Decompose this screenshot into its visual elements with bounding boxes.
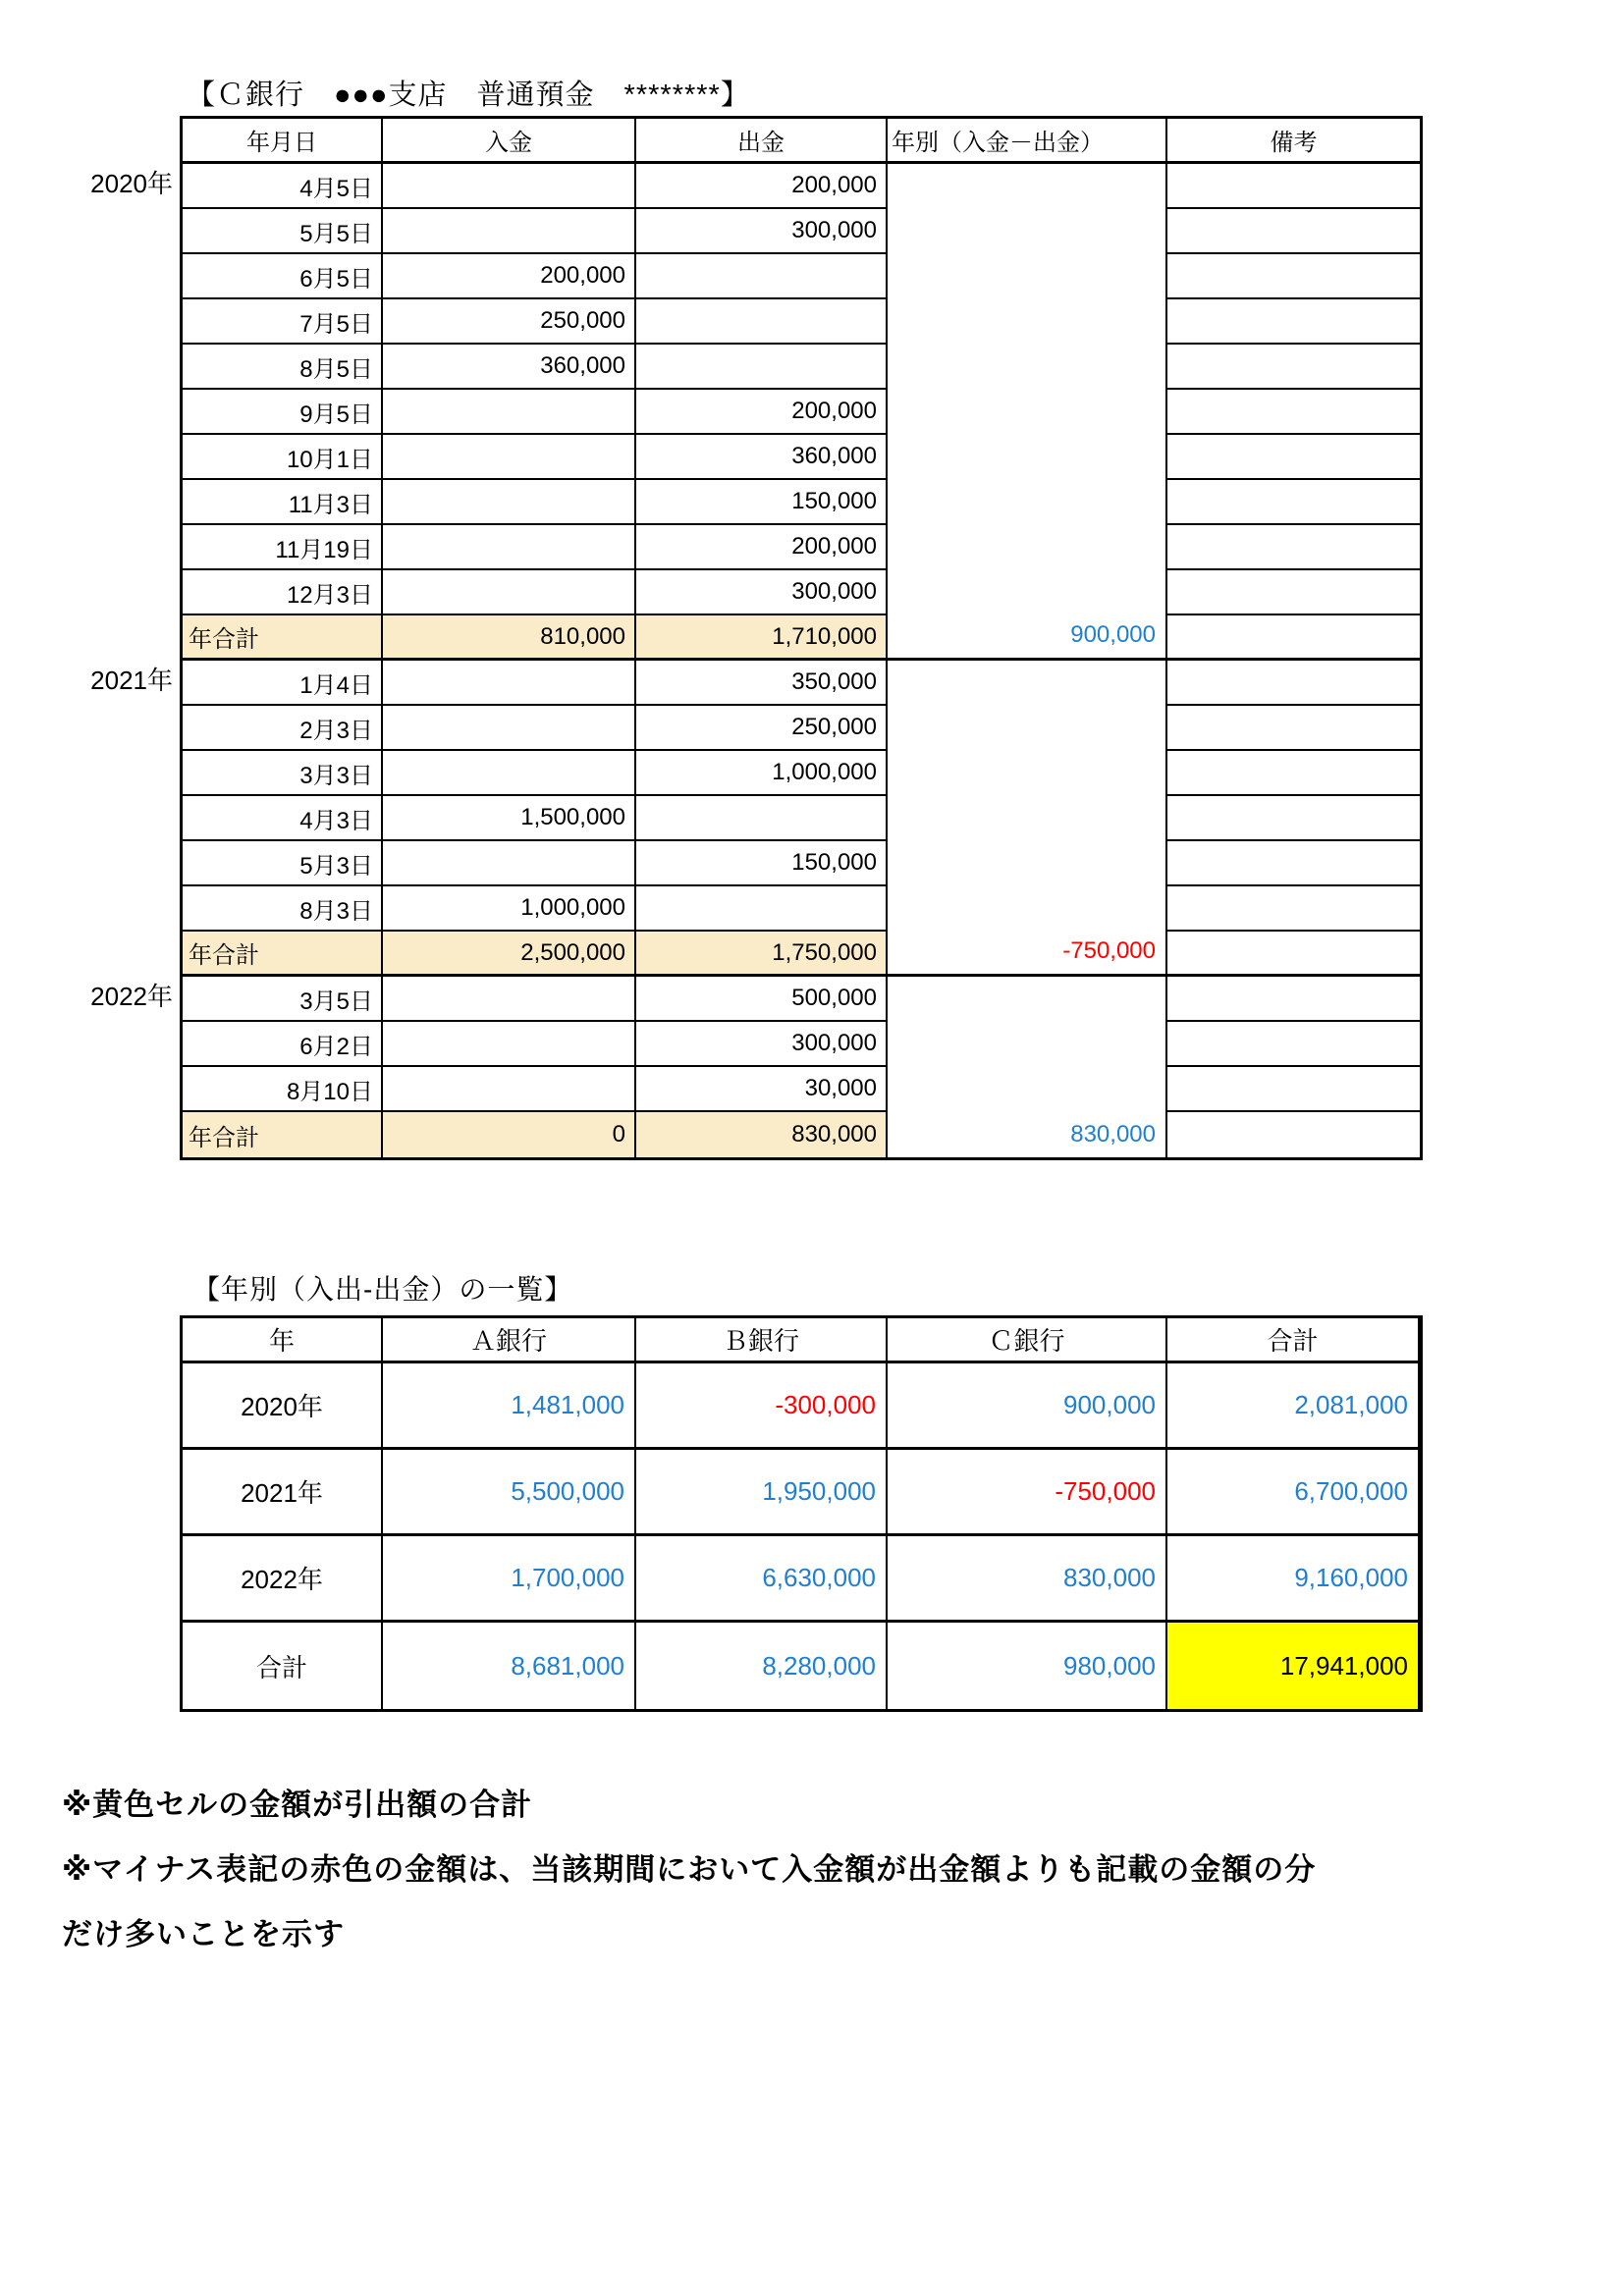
summary-value-cell: 8,280,000	[636, 1623, 888, 1709]
date-cell: 10月1日	[183, 435, 383, 480]
yearly-diff-cell: 900,000	[888, 164, 1167, 661]
remarks-cell	[1167, 1112, 1420, 1157]
footnote-line: ※マイナス表記の赤色の金額は、当該期間において入金額が出金額よりも記載の金額の分	[62, 1852, 1317, 1887]
deposit-cell	[383, 977, 636, 1022]
year-label-2021: 2021年	[90, 666, 173, 695]
remarks-cell	[1167, 254, 1420, 299]
date-cell: 6月2日	[183, 1022, 383, 1067]
summary-year-cell: 2022年	[183, 1536, 383, 1623]
withdrawal-cell	[636, 299, 888, 345]
date-cell: 8月5日	[183, 345, 383, 390]
summary-value-cell: 6,700,000	[1167, 1450, 1420, 1536]
remarks-cell	[1167, 209, 1420, 254]
remarks-cell	[1167, 525, 1420, 570]
deposit-cell: 250,000	[383, 299, 636, 345]
summary-value-cell: 900,000	[888, 1363, 1167, 1450]
remarks-cell	[1167, 615, 1420, 661]
column-header-date: 年月日	[183, 119, 383, 164]
footnote-line: だけ多いことを示す	[62, 1917, 345, 1951]
deposit-cell	[383, 706, 636, 751]
remarks-cell	[1167, 299, 1420, 345]
year-total-label-cell: 年合計	[183, 932, 383, 977]
summary-header-total: 合計	[1167, 1318, 1420, 1363]
remarks-cell	[1167, 570, 1420, 615]
withdrawal-cell: 200,000	[636, 390, 888, 435]
remarks-cell	[1167, 932, 1420, 977]
summary-value-cell: 830,000	[888, 1536, 1167, 1623]
remarks-cell	[1167, 435, 1420, 480]
summary-header-bank-c: Ｃ銀行	[888, 1318, 1167, 1363]
remarks-cell	[1167, 480, 1420, 525]
deposit-cell	[383, 525, 636, 570]
withdrawal-cell: 360,000	[636, 435, 888, 480]
deposit-cell	[383, 751, 636, 796]
withdrawal-cell: 830,000	[636, 1112, 888, 1157]
summary-value-cell: 1,950,000	[636, 1450, 888, 1536]
summary-header-year: 年	[183, 1318, 383, 1363]
deposit-cell	[383, 209, 636, 254]
deposit-cell: 1,500,000	[383, 796, 636, 841]
date-cell: 1月4日	[183, 661, 383, 706]
remarks-cell	[1167, 1022, 1420, 1067]
footnote-line: ※黄色セルの金額が引出額の合計	[62, 1788, 533, 1822]
transactions-table	[180, 116, 1423, 1160]
summary-year-cell: 2020年	[183, 1363, 383, 1450]
deposit-cell	[383, 164, 636, 209]
date-cell: 8月3日	[183, 886, 383, 932]
summary-year-cell: 2021年	[183, 1450, 383, 1536]
year-total-label-cell: 年合計	[183, 1112, 383, 1157]
yearly-diff-cell: 830,000	[888, 977, 1167, 1157]
column-header-deposit: 入金	[383, 119, 636, 164]
remarks-cell	[1167, 661, 1420, 706]
summary-value-cell: 5,500,000	[383, 1450, 636, 1536]
year-total-label-cell: 年合計	[183, 615, 383, 661]
remarks-cell	[1167, 390, 1420, 435]
deposit-cell	[383, 570, 636, 615]
date-cell: 4月5日	[183, 164, 383, 209]
date-cell: 3月5日	[183, 977, 383, 1022]
summary-year-cell: 合計	[183, 1623, 383, 1709]
remarks-cell	[1167, 841, 1420, 886]
deposit-cell: 2,500,000	[383, 932, 636, 977]
withdrawal-cell: 300,000	[636, 570, 888, 615]
summary-value-cell: 8,681,000	[383, 1623, 636, 1709]
deposit-cell	[383, 661, 636, 706]
remarks-cell	[1167, 796, 1420, 841]
withdrawal-cell: 150,000	[636, 480, 888, 525]
deposit-cell	[383, 1067, 636, 1112]
withdrawal-cell	[636, 254, 888, 299]
year-label-2020: 2020年	[90, 169, 173, 198]
year-label-2022: 2022年	[90, 982, 173, 1011]
summary-header-bank-b: Ｂ銀行	[636, 1318, 888, 1363]
summary-value-cell: -750,000	[888, 1450, 1167, 1536]
withdrawal-cell: 30,000	[636, 1067, 888, 1112]
date-cell: 11月19日	[183, 525, 383, 570]
deposit-cell	[383, 435, 636, 480]
date-cell: 5月5日	[183, 209, 383, 254]
deposit-cell: 200,000	[383, 254, 636, 299]
date-cell: 6月5日	[183, 254, 383, 299]
date-cell: 8月10日	[183, 1067, 383, 1112]
summary-value-cell: 9,160,000	[1167, 1536, 1420, 1623]
date-cell: 5月3日	[183, 841, 383, 886]
remarks-cell	[1167, 751, 1420, 796]
remarks-cell	[1167, 886, 1420, 932]
date-cell: 12月3日	[183, 570, 383, 615]
summary-value-cell: 1,700,000	[383, 1536, 636, 1623]
date-cell: 9月5日	[183, 390, 383, 435]
summary-header-bank-a: Ａ銀行	[383, 1318, 636, 1363]
summary-value-cell: 17,941,000	[1167, 1623, 1420, 1709]
deposit-cell	[383, 841, 636, 886]
summary-value-cell: 2,081,000	[1167, 1363, 1420, 1450]
deposit-cell	[383, 480, 636, 525]
date-cell: 2月3日	[183, 706, 383, 751]
summary-title: 【年別（入出-出金）の一覧】	[192, 1274, 573, 1305]
footnotes	[62, 1773, 1316, 1967]
withdrawal-cell: 1,710,000	[636, 615, 888, 661]
deposit-cell: 0	[383, 1112, 636, 1157]
remarks-cell	[1167, 706, 1420, 751]
summary-value-cell: 1,481,000	[383, 1363, 636, 1450]
remarks-cell	[1167, 977, 1420, 1022]
date-cell: 11月3日	[183, 480, 383, 525]
withdrawal-cell: 1,750,000	[636, 932, 888, 977]
date-cell: 4月3日	[183, 796, 383, 841]
deposit-cell: 360,000	[383, 345, 636, 390]
withdrawal-cell: 500,000	[636, 977, 888, 1022]
withdrawal-cell	[636, 345, 888, 390]
column-header-withdrawal: 出金	[636, 119, 888, 164]
date-cell: 7月5日	[183, 299, 383, 345]
withdrawal-cell	[636, 886, 888, 932]
summary-value-cell: 6,630,000	[636, 1536, 888, 1623]
yearly-summary-table	[180, 1315, 1423, 1712]
withdrawal-cell: 300,000	[636, 209, 888, 254]
withdrawal-cell	[636, 796, 888, 841]
withdrawal-cell: 350,000	[636, 661, 888, 706]
withdrawal-cell: 300,000	[636, 1022, 888, 1067]
deposit-cell: 1,000,000	[383, 886, 636, 932]
date-cell: 3月3日	[183, 751, 383, 796]
summary-value-cell: -300,000	[636, 1363, 888, 1450]
deposit-cell	[383, 1022, 636, 1067]
withdrawal-cell: 200,000	[636, 164, 888, 209]
remarks-cell	[1167, 1067, 1420, 1112]
account-title: 【Ｃ銀行 ●●●支店 普通預金 ********】	[187, 80, 750, 111]
withdrawal-cell: 200,000	[636, 525, 888, 570]
withdrawal-cell: 250,000	[636, 706, 888, 751]
summary-value-cell: 980,000	[888, 1623, 1167, 1709]
deposit-cell	[383, 390, 636, 435]
remarks-cell	[1167, 345, 1420, 390]
column-header-yearly-diff: 年別（入金－出金）	[888, 119, 1167, 164]
column-header-remarks: 備考	[1167, 119, 1420, 164]
yearly-diff-cell: -750,000	[888, 661, 1167, 977]
withdrawal-cell: 1,000,000	[636, 751, 888, 796]
remarks-cell	[1167, 164, 1420, 209]
deposit-cell: 810,000	[383, 615, 636, 661]
withdrawal-cell: 150,000	[636, 841, 888, 886]
